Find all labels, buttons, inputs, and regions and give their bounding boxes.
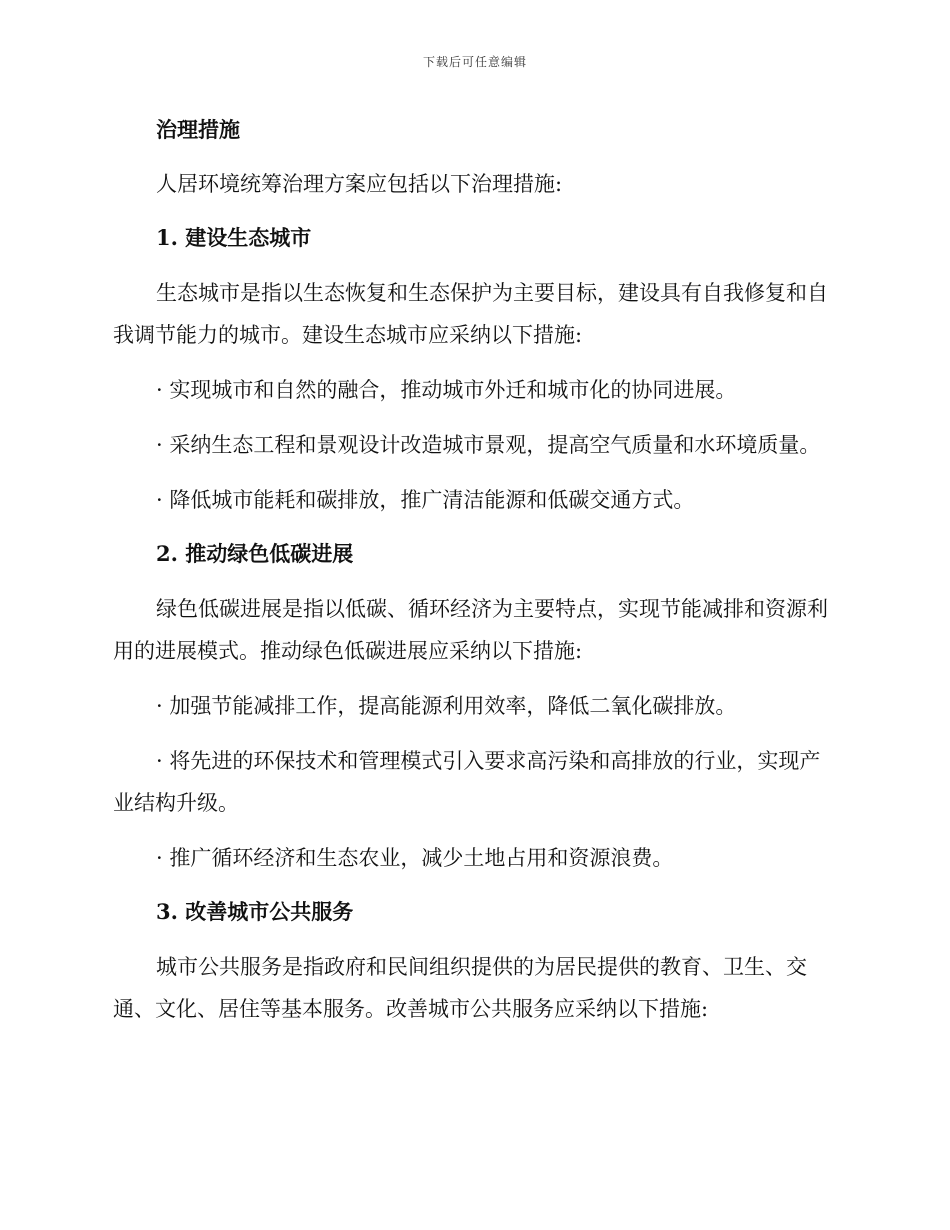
bullet-2-3: · 推广循环经济和生态农业，减少土地占用和资源浪费。 bbox=[156, 846, 674, 870]
bullet-1-1: · 实现城市和自然的融合，推动城市外迁和城市化的协同进展。 bbox=[156, 378, 737, 402]
paragraph-2: 绿色低碳进展是指以低碳、循环经济为主要特点，实现节能减排和资源利用的进展模式。推动绿色低碳进展应采纳以下措施: bbox=[113, 597, 828, 663]
document-body bbox=[113, 110, 833, 1030]
paragraph-1: 生态城市是指以生态恢复和生态保护为主要目标，建设具有自我修复和自我调节能力的城市。建设生态城市应采纳以下措施: bbox=[113, 281, 828, 347]
heading-1: 1. 建设生态城市 bbox=[156, 225, 312, 250]
page-header-note: 下载后可任意编辑 bbox=[422, 55, 527, 69]
section-title: 治理措施 bbox=[156, 117, 240, 142]
intro-paragraph: 人居环境统筹治理方案应包括以下治理措施: bbox=[156, 172, 563, 196]
bullet-1-3: · 降低城市能耗和碳排放，推广清洁能源和低碳交通方式。 bbox=[156, 488, 695, 512]
bullet-2-2: · 将先进的环保技术和管理模式引入要求高污染和高排放的行业，实现产业结构升级。 bbox=[113, 749, 821, 815]
paragraph-3: 城市公共服务是指政府和民间组织提供的为居民提供的教育、卫生、交通、文化、居住等基本服务。改善城市公共服务应采纳以下措施: bbox=[113, 955, 807, 1021]
bullet-1-2: · 采纳生态工程和景观设计改造城市景观，提高空气质量和水环境质量。 bbox=[156, 433, 821, 457]
heading-3: 3. 改善城市公共服务 bbox=[156, 899, 354, 924]
heading-2: 2. 推动绿色低碳进展 bbox=[156, 541, 354, 566]
bullet-2-1: · 加强节能减排工作，提高能源利用效率，降低二氧化碳排放。 bbox=[156, 694, 737, 718]
